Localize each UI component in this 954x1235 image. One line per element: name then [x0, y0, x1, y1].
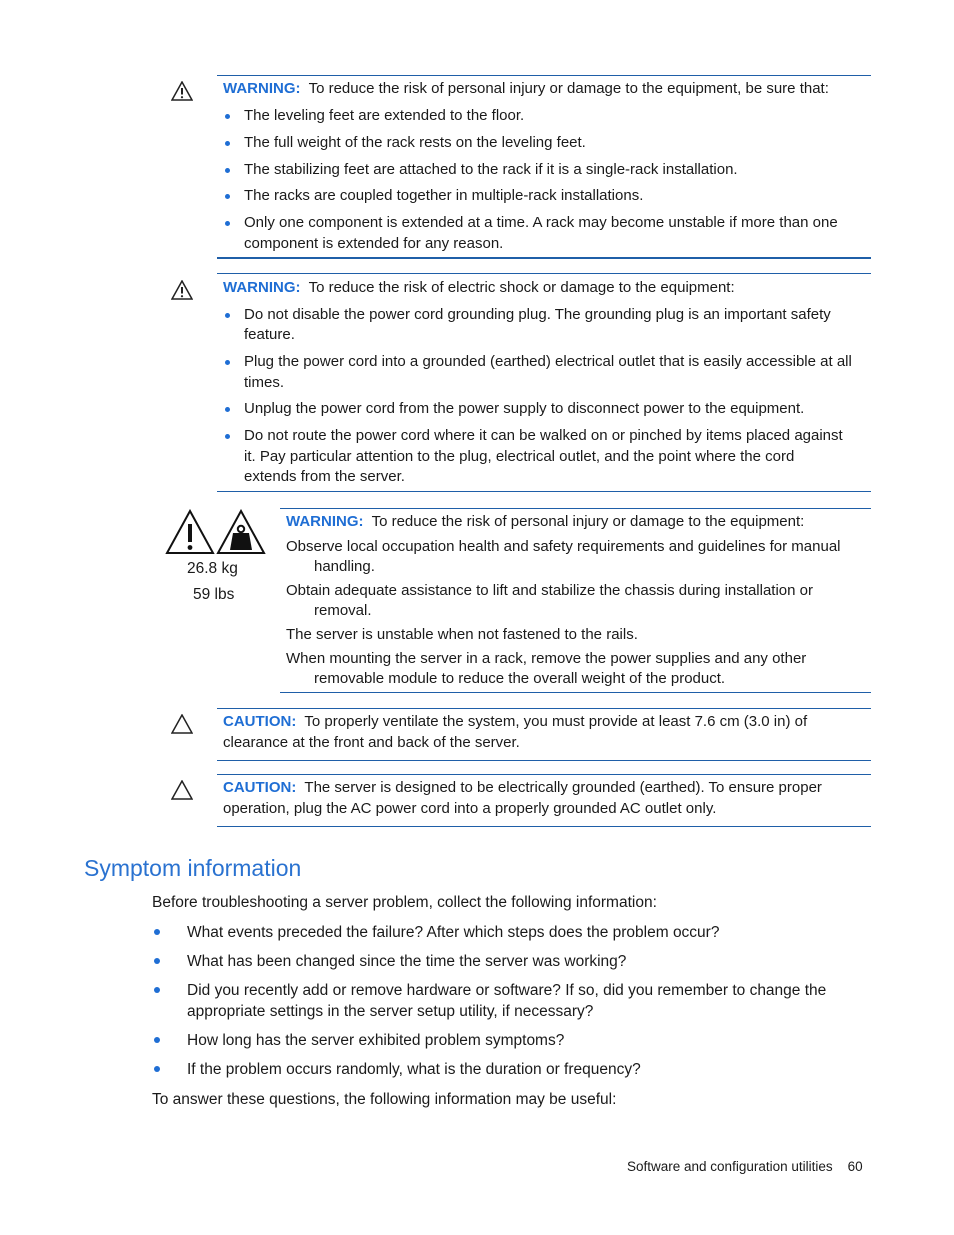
- list-item: When mounting the server in a rack, remove the power supplies and any other: [286, 650, 807, 667]
- list-item: Plug the power cord into a grounded (earthed) electrical outlet that is easily accessible at all: [244, 353, 852, 370]
- list-item-continuation: removable module to reduce the overall weight of the product.: [314, 670, 726, 687]
- notice-bottom-rule: [217, 491, 871, 492]
- caution-line-1: The server is designed to be electrically grounded (earthed). To ensure proper: [304, 779, 822, 796]
- page-footer: [627, 1159, 863, 1174]
- warning-intro: To reduce the risk of personal injury or damage to the equipment, be sure that:: [308, 80, 829, 97]
- bullet-icon: [225, 168, 230, 173]
- caution-line-2: clearance at the front and back of the server.: [223, 734, 520, 751]
- warning-label: WARNING:: [223, 279, 301, 296]
- bullet-icon: [225, 434, 230, 439]
- bullet-icon: [154, 987, 160, 993]
- list-item: Did you recently add or remove hardware or software? If so, did you remember to change the: [187, 982, 827, 999]
- bullet-icon: [154, 1037, 160, 1043]
- warning-heading: [223, 278, 735, 299]
- caution-line-1: To properly ventilate the system, you must provide at least 7.6 cm (3.0 in) of: [304, 713, 808, 730]
- list-item: What events preceded the failure? After which steps does the problem occur?: [187, 924, 720, 941]
- list-item: The server is unstable when not fastened to the rails.: [286, 626, 638, 643]
- page-number: 60: [847, 1159, 863, 1174]
- notice-bottom-rule: [217, 760, 871, 761]
- list-item: The full weight of the rack rests on the leveling feet.: [244, 134, 586, 151]
- list-item-continuation: times.: [244, 374, 285, 391]
- warning-triangle-icon: [171, 81, 193, 101]
- bullet-icon: [225, 407, 230, 412]
- list-item-continuation: appropriate settings in the server setup utility, if necessary?: [187, 1003, 594, 1020]
- warning-heading: [223, 79, 829, 100]
- warning-intro: To reduce the risk of electric shock or damage to the equipment:: [308, 279, 735, 296]
- list-item: Observe local occupation health and safety requirements and guidelines for manual: [286, 538, 841, 555]
- list-item-continuation: component is extended for any reason.: [244, 235, 504, 252]
- section-intro: Before troubleshooting a server problem, collect the following information:: [152, 894, 657, 911]
- list-item: Do not route the power cord where it can be walked on or pinched by items placed against: [244, 427, 843, 444]
- bullet-icon: [154, 1066, 160, 1072]
- list-item: What has been changed since the time the server was working?: [187, 953, 627, 970]
- caution-line-2: operation, plug the AC power cord into a properly grounded AC outlet only.: [223, 800, 717, 817]
- bullet-icon: [154, 958, 160, 964]
- warning-label: WARNING:: [286, 513, 364, 530]
- list-item: If the problem occurs randomly, what is the duration or frequency?: [187, 1061, 641, 1078]
- bullet-icon: [225, 313, 230, 318]
- notice-top-rule: [217, 774, 871, 775]
- caution-label: CAUTION:: [223, 713, 297, 730]
- heavy-weight-icon: [216, 509, 266, 555]
- caution-triangle-icon: [171, 714, 193, 734]
- list-item-continuation: it. Pay particular attention to the plug, electrical outlet, and the point where the cord: [244, 448, 795, 465]
- list-item: The racks are coupled together in multiple-rack installations.: [244, 187, 644, 204]
- footer-text: Software and configuration utilities: [627, 1159, 833, 1174]
- bullet-icon: [154, 929, 160, 935]
- notice-top-rule: [217, 273, 871, 274]
- bullet-icon: [225, 221, 230, 226]
- list-item: The stabilizing feet are attached to the rack if it is a single-rack installation.: [244, 161, 738, 178]
- list-item: Only one component is extended at a time. A rack may become unstable if more than one: [244, 214, 838, 231]
- list-item-continuation: removal.: [314, 602, 372, 619]
- caution-triangle-icon: [171, 780, 193, 800]
- bullet-icon: [225, 194, 230, 199]
- bullet-icon: [225, 141, 230, 146]
- list-item: How long has the server exhibited problem symptoms?: [187, 1032, 565, 1049]
- notice-bottom-rule: [217, 826, 871, 827]
- list-item: The leveling feet are extended to the floor.: [244, 107, 525, 124]
- warning-triangle-icon: [165, 509, 215, 555]
- notice-top-rule: [217, 75, 871, 76]
- list-item: Obtain adequate assistance to lift and stabilize the chassis during installation or: [286, 582, 813, 599]
- list-item: Unplug the power cord from the power supply to disconnect power to the equipment.: [244, 400, 805, 417]
- bullet-icon: [225, 360, 230, 365]
- notice-bottom-rule: [217, 257, 871, 259]
- caution-text: [223, 712, 807, 733]
- warning-heading: [286, 512, 804, 533]
- warning-intro: To reduce the risk of personal injury or damage to the equipment:: [371, 513, 805, 530]
- notice-top-rule: [217, 708, 871, 709]
- warning-label: WARNING:: [223, 80, 301, 97]
- list-item-continuation: feature.: [244, 326, 295, 343]
- weight-lbs: 59 lbs: [193, 586, 235, 603]
- caution-label: CAUTION:: [223, 779, 297, 796]
- weight-kg: 26.8 kg: [187, 560, 238, 577]
- warning-triangle-icon: [171, 280, 193, 300]
- list-item-continuation: extends from the server.: [244, 468, 405, 485]
- section-title: Symptom information: [84, 855, 302, 881]
- bullet-icon: [225, 114, 230, 119]
- caution-text: [223, 778, 822, 799]
- list-item-continuation: handling.: [314, 558, 375, 575]
- notice-bottom-rule: [280, 692, 871, 693]
- section-outro: To answer these questions, the following information may be useful:: [152, 1091, 617, 1108]
- list-item: Do not disable the power cord grounding plug. The grounding plug is an important safety: [244, 306, 831, 323]
- notice-top-rule: [280, 508, 871, 509]
